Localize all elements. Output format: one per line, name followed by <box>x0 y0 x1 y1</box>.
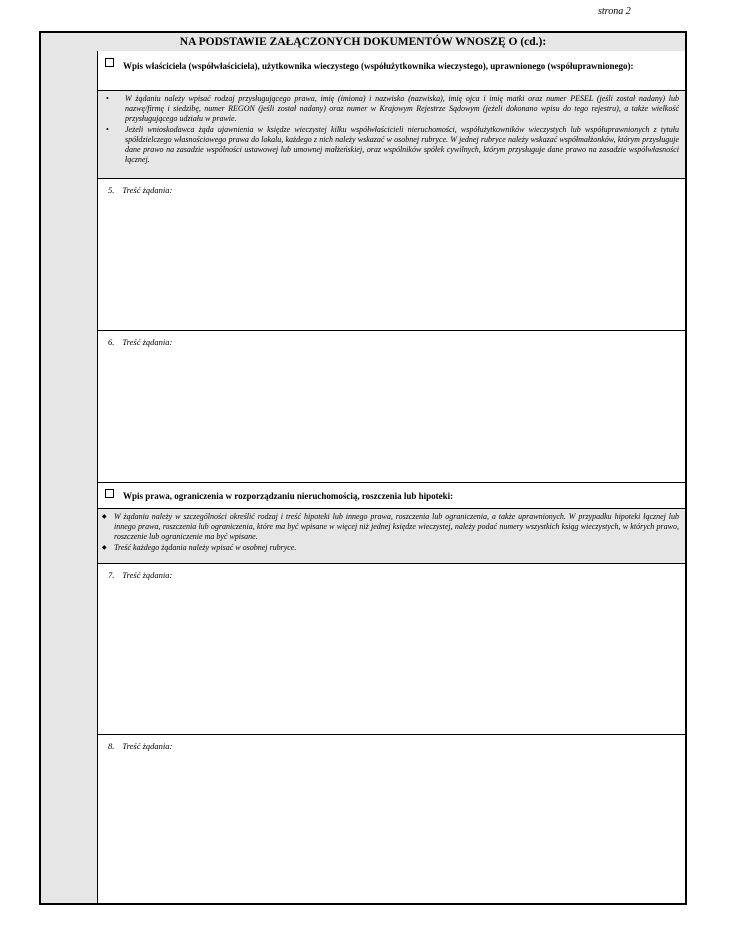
request-label-5: 5. Treść żądania: <box>108 185 173 195</box>
request-label-7: 7. Treść żądania: <box>108 570 173 580</box>
request-field-6[interactable] <box>98 331 685 483</box>
request-field-8[interactable] <box>98 735 685 903</box>
section-owner-header <box>98 51 685 91</box>
margin-column <box>41 51 71 903</box>
form-header: NA PODSTAWIE ZAŁĄCZONYCH DOKUMENTÓW WNOSZĘ O (cd.): <box>41 33 685 52</box>
instruction-item: • W żądaniu należy wpisać rodzaj przysługującego prawa, imię (imiona) i nazwisko (nazwiska), imię ojca i imię matki oraz numer PESEL (jeśli został nadany) lub nazwę/firmę i siedzibę, numer REGON (jeśli został nadany) oraz numer w Krajowym Rejestrze Sądowym (jeżeli dokonano wpisu do tego rejestru), a także wielkość przysługującego udziału w prawie. <box>98 94 685 125</box>
owner-checkbox[interactable] <box>105 58 114 67</box>
request-field-5[interactable] <box>98 179 685 331</box>
request-field-7[interactable] <box>98 564 685 735</box>
section-owner-title: Wpis właściciela (współwłaściciela), użytkownika wieczystego (współużytkownika wieczystego), uprawnionego (współuprawnionego): <box>123 61 634 71</box>
instruction-item: ◆ Treść każdego żądania należy wpisać w osobnej rubryce. <box>98 543 685 553</box>
request-label-6: 6. Treść żądania: <box>108 337 173 347</box>
rights-checkbox[interactable] <box>105 489 114 498</box>
instruction-item: • Jeżeli wnioskodawca żąda ujawnienia w księdze wieczystej kilku współwłaścicieli nieruchomości, współużytkowników wieczystych lub współuprawnionych z tytułu spółdzielczego własnościowego prawa do lokalu, każdego z nich należy wskazać w osobnej rubryce. W jednej rubryce należy wskazać współmałżonków, którym przysługuje dane prawo na zasadzie wspólności ustawowej lub umownej małżeńskiej, oraz wspólników spółek cywilnych, którym przysługuje dane prawo na zasadzie współwłasności łącznej. <box>98 125 685 166</box>
section-rights-title: Wpis prawa, ograniczenia w rozporządzaniu nieruchomością, roszczenia lub hipoteki: <box>123 491 454 501</box>
form-frame <box>39 31 687 905</box>
request-label-8: 8. Treść żądania: <box>108 741 173 751</box>
section-owner-instructions <box>98 91 685 179</box>
section-rights-header <box>98 483 685 509</box>
instruction-item: ◆ W żądaniu należy w szczególności określić rodzaj i treść hipoteki lub innego prawa, roszczenia lub ograniczenia, a także uprawnionych. W przypadku hipoteki łącznej lub innego prawa, roszczenia lub ograniczenia, które ma być wpisane w więcej niż jednej księdze wieczystej, należy podać numery wszystkich ksiąg wieczystych, w których prawo, roszczenie lub ograniczenie ma być wpisane. <box>98 512 685 543</box>
page-number: strona 2 <box>598 6 631 17</box>
section-rights-instructions <box>98 509 685 564</box>
form-content <box>98 51 685 903</box>
margin-column-inner <box>70 51 98 903</box>
